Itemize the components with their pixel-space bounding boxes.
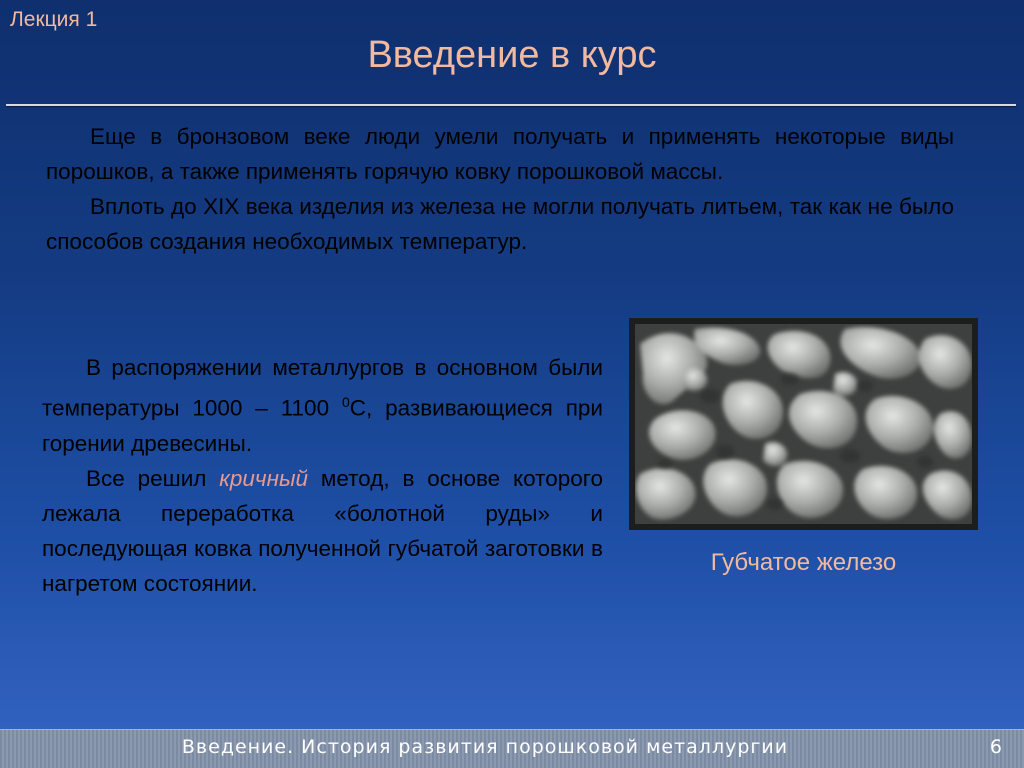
method-text-start: Все решил [86, 465, 220, 491]
method-text-end: метод, в основе которого лежала переработка «болотной руды» и последующая ковка полученной губчатой заготовки в нагретом состоянии. [42, 465, 603, 596]
page-number: 6 [989, 736, 1002, 758]
paragraph-bronze-age: Еще в бронзовом веке люди умели получать и применять некоторые виды порошков, а также применять горячую ковку порошковой массы. [46, 124, 954, 184]
sponge-iron-image [635, 324, 972, 524]
footer-title: Введение. История развития порошковой металлургии [181, 736, 789, 758]
method-text-block [42, 350, 603, 601]
temperatures-text: В распоряжении металлургов в основном были температуры 1000 – 1100 [42, 355, 603, 421]
degree-superscript: 0 [341, 394, 350, 410]
title-divider [6, 104, 1016, 106]
figure-caption: Губчатое железо [710, 549, 897, 576]
highlighted-term: кричный [219, 465, 309, 491]
paragraph-bloomery-method [42, 461, 603, 601]
intro-text-block [46, 119, 954, 259]
paragraph-temperatures [42, 350, 603, 461]
slide-title: Введение в курс [367, 34, 657, 76]
footer-bar [0, 729, 1024, 768]
lecture-label: Лекция 1 [10, 8, 98, 31]
paragraph-xix-century: Вплоть до XIX века изделия из железа не могли получать литьем, так как не было способов создания необходимых температур. [46, 194, 954, 254]
temperatures-text-end: С, развивающиеся при горении древесины. [42, 395, 603, 456]
sponge-iron-photo [629, 318, 978, 530]
